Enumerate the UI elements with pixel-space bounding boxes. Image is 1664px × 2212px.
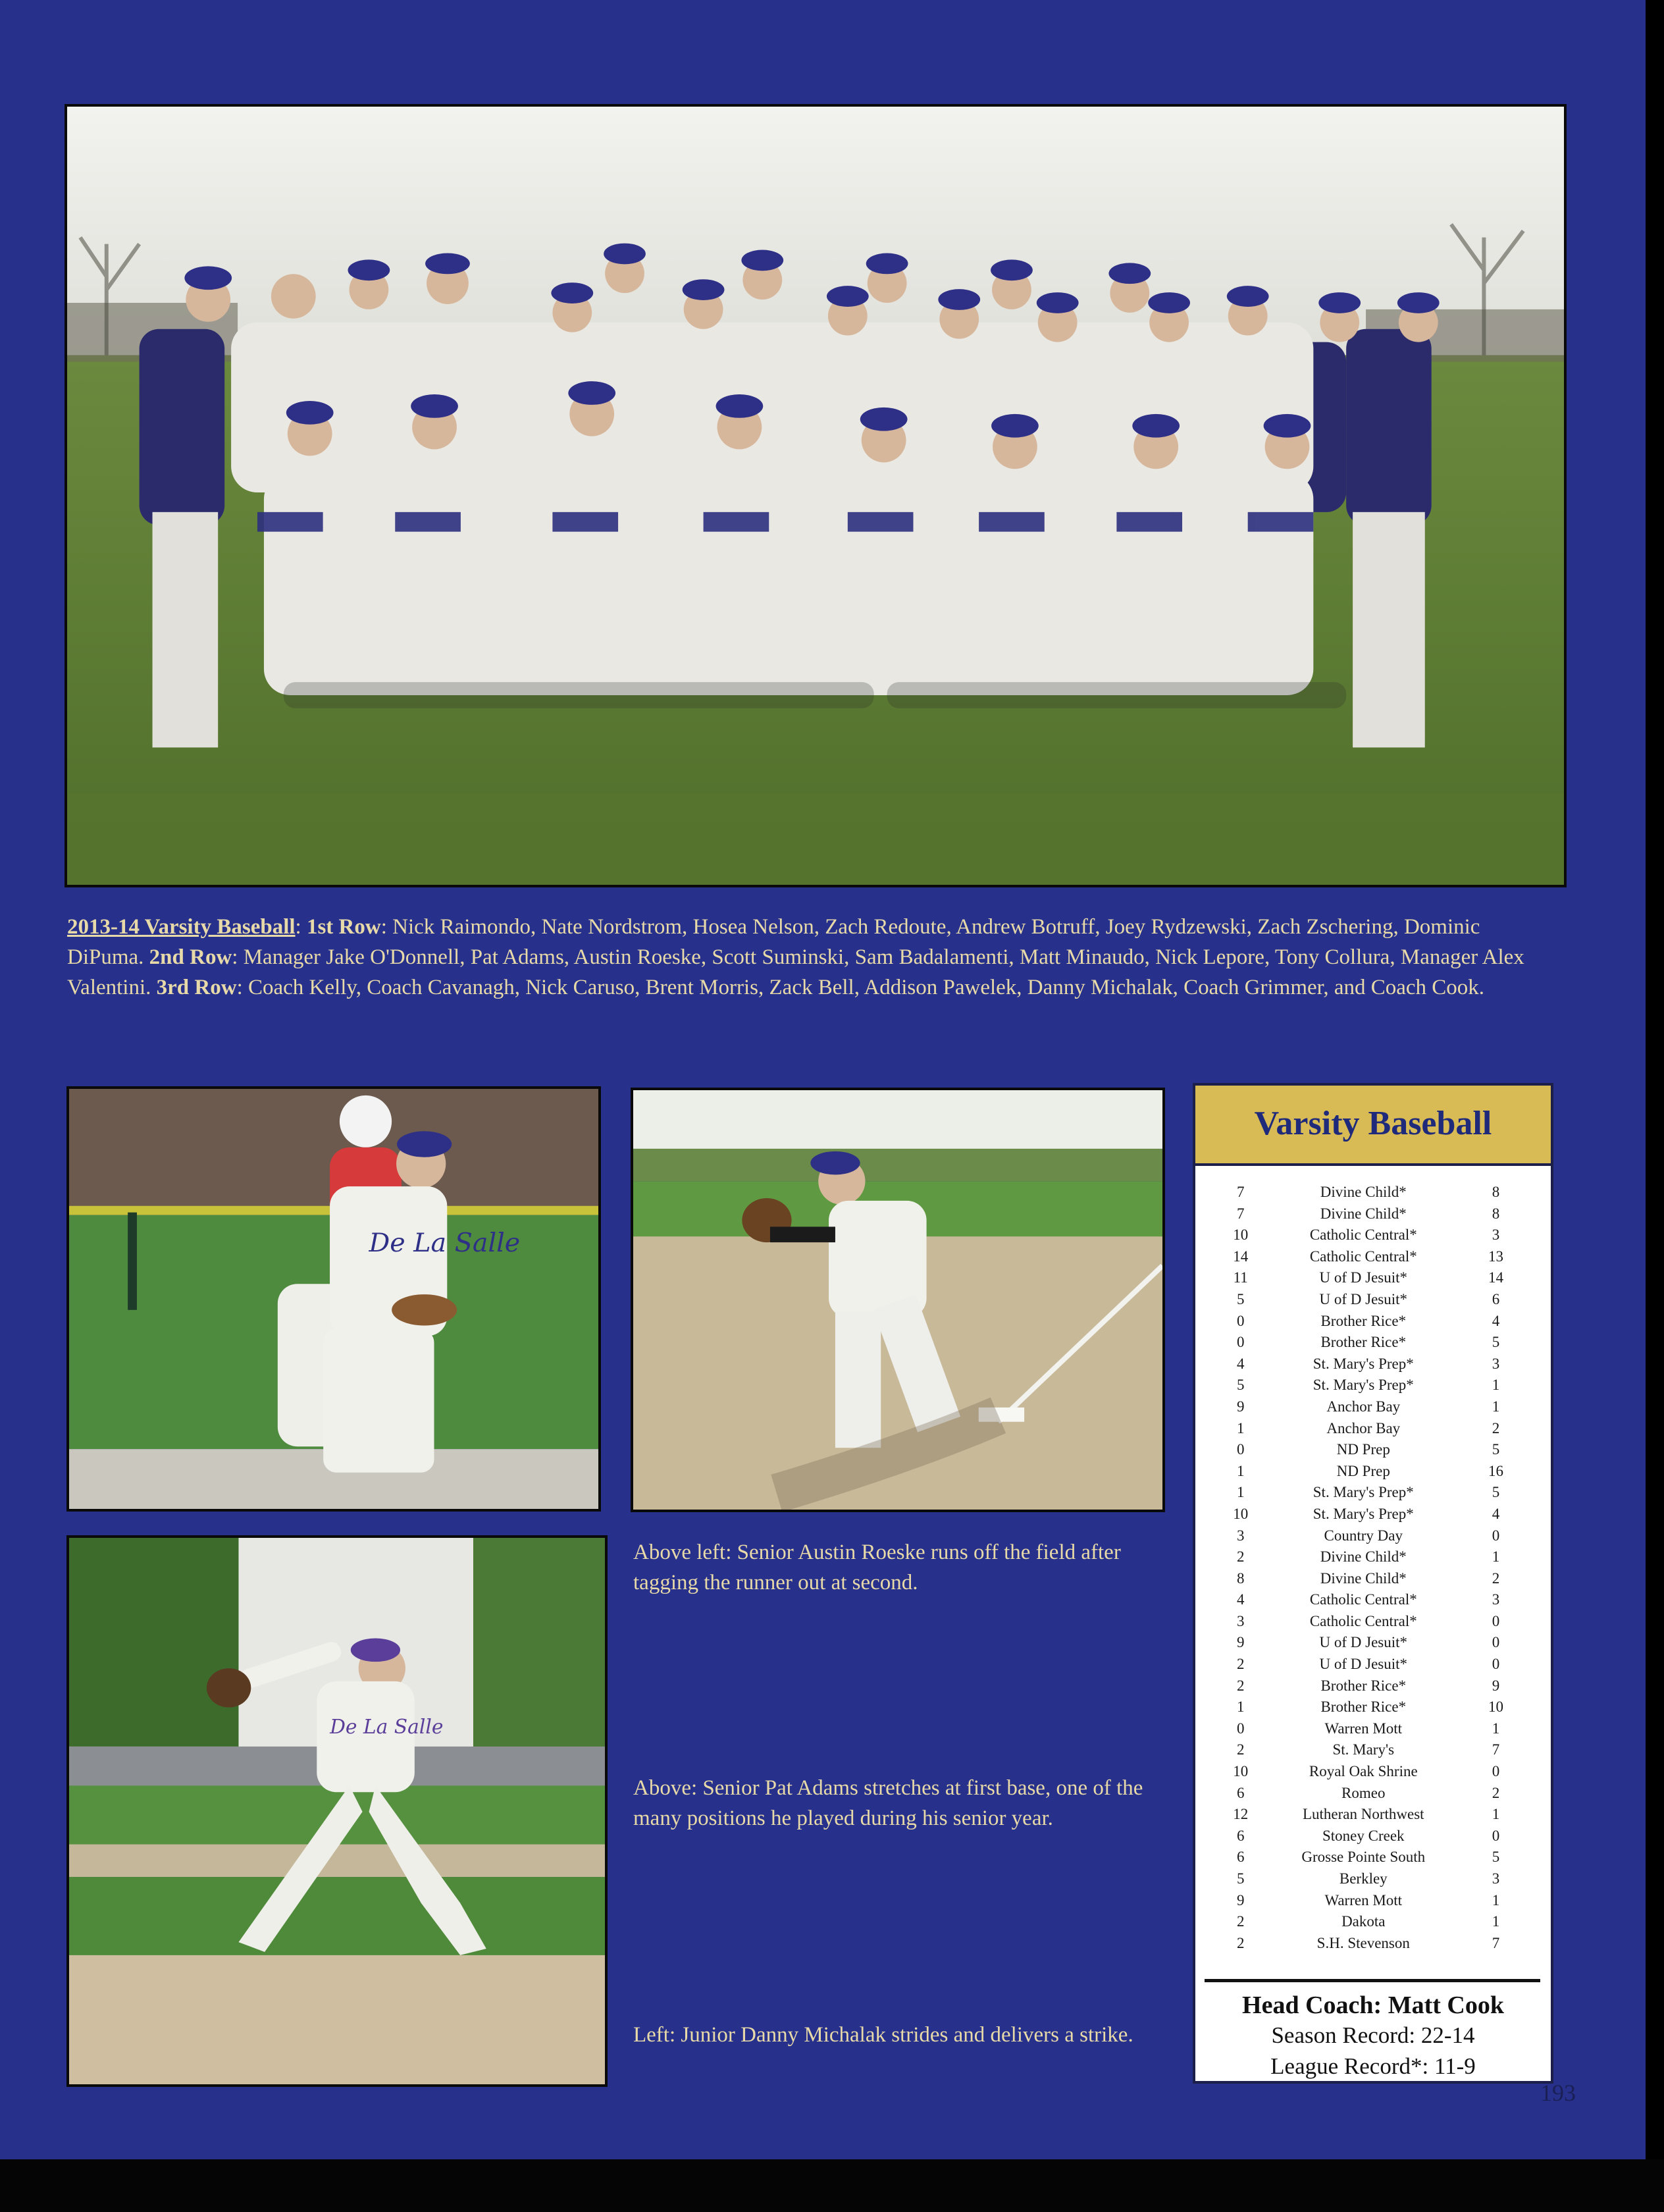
our-score: 11 [1233, 1269, 1248, 1286]
opponent-name: Dakota [1341, 1913, 1386, 1930]
opponent-score: 9 [1492, 1677, 1500, 1694]
our-score: 1 [1236, 1698, 1245, 1716]
opponent-score: 2 [1492, 1569, 1500, 1587]
our-score: 2 [1236, 1741, 1245, 1758]
opponent-score: 5 [1492, 1849, 1500, 1866]
runner-photo [66, 1086, 601, 1512]
our-score: 2 [1236, 1677, 1245, 1694]
runner-jersey-text: De La Salle [369, 1227, 521, 1258]
caption-row1-names: : Nick Raimondo, Nate Nordstrom, Hosea Nelson, Zach Redoute, Andrew Botruff, Joey Rydzewski, Zach Zschering, Dominic DiPuma. [67, 915, 1480, 969]
our-score: 6 [1236, 1784, 1245, 1801]
schedule-results-list [1195, 1182, 1551, 1954]
game-row [1195, 1868, 1551, 1890]
our-score: 2 [1236, 1934, 1245, 1951]
game-row [1195, 1933, 1551, 1955]
game-row [1195, 1911, 1551, 1933]
schedule-box [1193, 1083, 1553, 2084]
opponent-name: Lutheran Northwest [1302, 1806, 1424, 1823]
opponent-score: 16 [1488, 1462, 1504, 1479]
our-score: 4 [1236, 1355, 1245, 1372]
our-score: 3 [1236, 1612, 1245, 1629]
opponent-name: Catholic Central* [1309, 1612, 1417, 1629]
caption-row2-label: 2nd Row [149, 945, 232, 969]
opponent-name: St. Mary's [1332, 1741, 1395, 1758]
opponent-name: Brother Rice* [1320, 1334, 1407, 1351]
opponent-name: U of D Jesuit* [1319, 1656, 1408, 1673]
opponent-score: 1 [1492, 1806, 1500, 1823]
opponent-name: Brother Rice* [1320, 1698, 1407, 1716]
opponent-score: 8 [1492, 1184, 1500, 1200]
head-coach: Head Coach: Matt Cook [1242, 1991, 1504, 2019]
opponent-score: 0 [1492, 1827, 1500, 1844]
opponent-name: Stoney Creek [1322, 1827, 1405, 1844]
opponent-score: 8 [1492, 1205, 1500, 1222]
game-row [1195, 1546, 1551, 1568]
runner-photo-image [69, 1089, 598, 1509]
opponent-name: Catholic Central* [1309, 1226, 1417, 1244]
caption-row1-label: 1st Row [306, 915, 381, 939]
opponent-score: 10 [1488, 1698, 1504, 1716]
game-row [1195, 1697, 1551, 1718]
opponent-name: Catholic Central* [1309, 1248, 1417, 1265]
our-score: 14 [1233, 1248, 1249, 1265]
our-score: 7 [1236, 1205, 1245, 1222]
our-score: 10 [1233, 1505, 1249, 1522]
opponent-name: ND Prep [1336, 1462, 1390, 1479]
opponent-score: 14 [1488, 1269, 1504, 1286]
our-score: 0 [1236, 1441, 1245, 1458]
opponent-score: 3 [1492, 1591, 1500, 1608]
game-row [1195, 1826, 1551, 1847]
page-number: 193 [1540, 2080, 1576, 2106]
opponent-score: 1 [1492, 1913, 1500, 1930]
our-score: 2 [1236, 1913, 1245, 1930]
game-row [1195, 1439, 1551, 1461]
opponent-name: St. Mary's Prep* [1313, 1505, 1414, 1522]
opponent-score: 1 [1492, 1398, 1500, 1415]
game-row [1195, 1783, 1551, 1804]
game-row [1195, 1890, 1551, 1912]
season-record: Season Record: 22-14 [1271, 2022, 1475, 2048]
our-score: 6 [1236, 1849, 1245, 1866]
opponent-score: 13 [1488, 1248, 1504, 1265]
game-row [1195, 1311, 1551, 1332]
team-photo-image [67, 107, 1564, 885]
our-score: 3 [1236, 1527, 1245, 1544]
opponent-name: Royal Oak Shrine [1309, 1763, 1418, 1780]
our-score: 1 [1236, 1484, 1245, 1501]
game-row [1195, 1589, 1551, 1611]
game-row [1195, 1675, 1551, 1697]
our-score: 9 [1236, 1634, 1245, 1651]
opponent-score: 0 [1492, 1634, 1500, 1651]
opponent-name: ND Prep [1336, 1441, 1390, 1458]
game-row [1195, 1332, 1551, 1354]
our-score: 8 [1236, 1569, 1245, 1587]
game-row [1195, 1375, 1551, 1396]
scan-bottom-edge [0, 2159, 1664, 2212]
first-base-photo [631, 1088, 1165, 1512]
opponent-score: 1 [1492, 1720, 1500, 1737]
game-row [1195, 1718, 1551, 1740]
our-score: 5 [1236, 1290, 1245, 1307]
team-photo [65, 104, 1567, 887]
opponent-name: Divine Child* [1320, 1569, 1407, 1587]
opponent-name: Divine Child* [1320, 1184, 1407, 1200]
first-base-photo-image [633, 1090, 1162, 1510]
opponent-name: Brother Rice* [1320, 1312, 1407, 1329]
game-row [1195, 1761, 1551, 1783]
league-record: League Record*: 11-9 [1270, 2053, 1476, 2079]
our-score: 10 [1233, 1763, 1249, 1780]
our-score: 6 [1236, 1827, 1245, 1844]
our-score: 5 [1236, 1870, 1245, 1887]
our-score: 9 [1236, 1891, 1245, 1909]
opponent-name: Divine Child* [1320, 1205, 1407, 1222]
opponent-score: 0 [1492, 1612, 1500, 1629]
opponent-score: 7 [1492, 1741, 1500, 1758]
opponent-score: 5 [1492, 1484, 1500, 1501]
opponent-score: 6 [1492, 1290, 1500, 1307]
opponent-name: St. Mary's Prep* [1313, 1355, 1414, 1372]
opponent-score: 1 [1492, 1548, 1500, 1566]
opponent-score: 4 [1492, 1505, 1500, 1522]
caption-row3-label: 3rd Row [156, 976, 237, 999]
our-score: 1 [1236, 1419, 1245, 1436]
pitcher-jersey-text: De La Salle [330, 1716, 444, 1739]
opponent-name: Warren Mott [1324, 1720, 1403, 1737]
our-score: 7 [1236, 1184, 1245, 1200]
schedule-title: Varsity Baseball [1254, 1105, 1492, 1142]
opponent-name: Anchor Bay [1326, 1419, 1401, 1436]
opponent-score: 4 [1492, 1312, 1500, 1329]
schedule-divider [1205, 1979, 1540, 1982]
opponent-name: U of D Jesuit* [1319, 1634, 1408, 1651]
opponent-score: 5 [1492, 1334, 1500, 1351]
our-score: 9 [1236, 1398, 1245, 1415]
opponent-score: 1 [1492, 1377, 1500, 1394]
opponent-name: Romeo [1341, 1784, 1386, 1801]
first-base-photo-caption: Above: Senior Pat Adams stretches at first base, one of the many positions he played during his senior year. [633, 1776, 1143, 1830]
opponent-score: 0 [1492, 1527, 1500, 1544]
opponent-name: Divine Child* [1320, 1548, 1407, 1566]
game-row [1195, 1396, 1551, 1418]
runner-photo-caption: Above left: Senior Austin Roeske runs off the field after tagging the runner out at second. [633, 1540, 1121, 1594]
game-row [1195, 1804, 1551, 1826]
opponent-name: Anchor Bay [1326, 1398, 1401, 1415]
opponent-name: St. Mary's Prep* [1313, 1377, 1414, 1394]
opponent-score: 5 [1492, 1441, 1500, 1458]
opponent-name: Berkley [1339, 1870, 1388, 1887]
game-row [1195, 1847, 1551, 1868]
opponent-name: U of D Jesuit* [1319, 1269, 1408, 1286]
our-score: 12 [1233, 1806, 1249, 1823]
opponent-score: 3 [1492, 1355, 1500, 1372]
opponent-score: 1 [1492, 1891, 1500, 1909]
pitcher-photo-caption: Left: Junior Danny Michalak strides and delivers a strike. [633, 2023, 1133, 2047]
game-row [1195, 1654, 1551, 1675]
schedule-header [1195, 1086, 1551, 1166]
game-row [1195, 1461, 1551, 1483]
opponent-name: Catholic Central* [1309, 1591, 1417, 1608]
opponent-name: U of D Jesuit* [1319, 1290, 1408, 1307]
game-row [1195, 1504, 1551, 1525]
our-score: 2 [1236, 1656, 1245, 1673]
our-score: 5 [1236, 1377, 1245, 1394]
our-score: 0 [1236, 1312, 1245, 1329]
game-row [1195, 1739, 1551, 1761]
opponent-name: Warren Mott [1324, 1891, 1403, 1909]
game-row [1195, 1246, 1551, 1268]
opponent-name: Grosse Pointe South [1301, 1849, 1426, 1866]
opponent-name: Brother Rice* [1320, 1677, 1407, 1694]
game-row [1195, 1267, 1551, 1289]
team-photo-caption [67, 912, 1542, 1003]
game-row [1195, 1203, 1551, 1225]
our-score: 10 [1233, 1226, 1249, 1244]
pitcher-photo-image [69, 1538, 605, 2084]
caption-colon-1: : [295, 915, 307, 939]
opponent-score: 0 [1492, 1656, 1500, 1673]
game-row [1195, 1418, 1551, 1440]
pitcher-photo [66, 1535, 608, 2087]
our-score: 0 [1236, 1720, 1245, 1737]
opponent-name: St. Mary's Prep* [1313, 1484, 1414, 1501]
caption-row3-names: : Coach Kelly, Coach Cavanagh, Nick Caruso, Brent Morris, Zack Bell, Addison Pawelek, Danny Michalak, Coach Grimmer, and Coach Cook. [236, 976, 1485, 999]
opponent-score: 3 [1492, 1870, 1500, 1887]
opponent-score: 0 [1492, 1763, 1500, 1780]
game-row [1195, 1568, 1551, 1590]
game-row [1195, 1482, 1551, 1504]
opponent-score: 2 [1492, 1419, 1500, 1436]
opponent-score: 7 [1492, 1934, 1500, 1951]
caption-row2-names: : Manager Jake O'Donnell, Pat Adams, Austin Roeske, Scott Suminski, Sam Badalamenti, Matt Minaudo, Nick Lepore, Tony Collura, Manager Alex Valentini. [67, 945, 1524, 999]
game-row [1195, 1354, 1551, 1375]
game-row [1195, 1224, 1551, 1246]
opponent-score: 2 [1492, 1784, 1500, 1801]
opponent-name: Country Day [1324, 1527, 1403, 1544]
our-score: 1 [1236, 1462, 1245, 1479]
caption-lead: 2013-14 Varsity Baseball [67, 915, 296, 939]
game-row [1195, 1289, 1551, 1311]
game-row [1195, 1611, 1551, 1633]
game-row [1195, 1525, 1551, 1547]
our-score: 4 [1236, 1591, 1245, 1608]
our-score: 2 [1236, 1548, 1245, 1566]
our-score: 0 [1236, 1334, 1245, 1351]
opponent-name: S.H. Stevenson [1316, 1934, 1410, 1951]
game-row [1195, 1182, 1551, 1203]
game-row [1195, 1632, 1551, 1654]
opponent-score: 3 [1492, 1226, 1500, 1244]
